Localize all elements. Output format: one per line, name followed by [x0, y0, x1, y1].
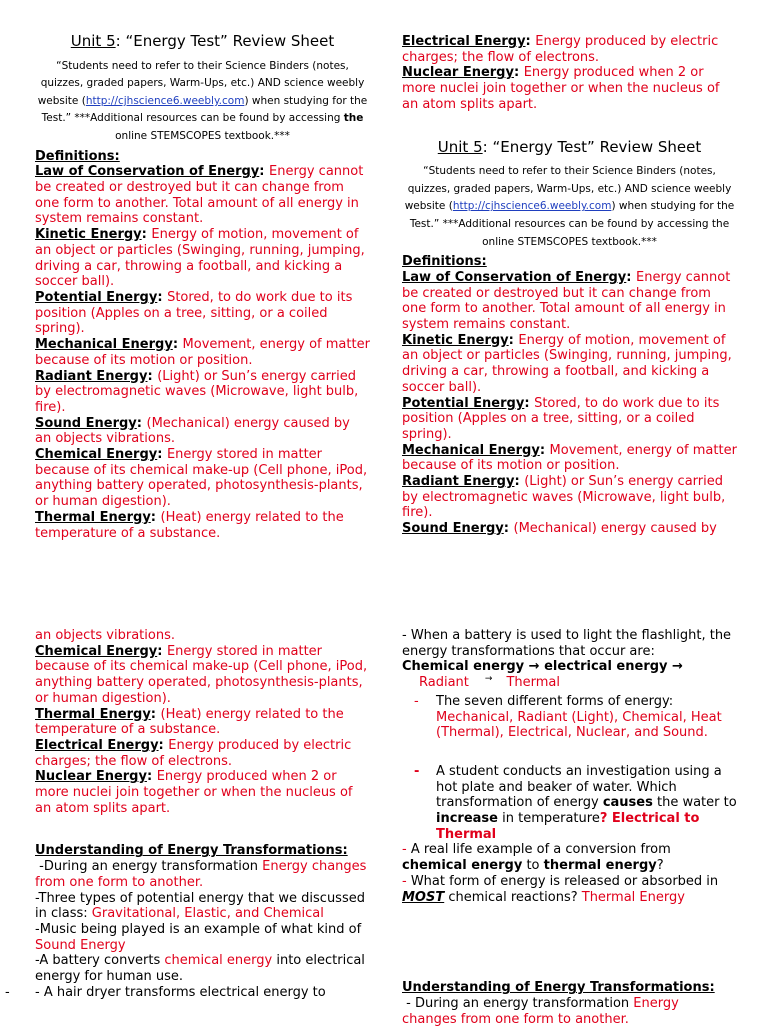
def-nuclear: Nuclear Energy: Energy produced when 2 or more nuclei join together or when the nucleus of an atom splits apart. [35, 769, 353, 816]
def-potential: Potential Energy: Stored, to do work due to its position (Apples on a tree, sitting, or a coiled spring). [35, 290, 353, 337]
def-nuclear-top: Nuclear Energy: Energy produced when 2 or more nuclei join together or when the nucleus of an atom splits apart. [402, 65, 720, 112]
def-mechanical-repeat: Mechanical Energy: Movement, energy of matter because of its motion or position. [402, 442, 737, 474]
def-kinetic-repeat: Kinetic Energy: Energy of motion, movement of an object or particles (Swinging, running, jumping, driving a car, throwing a football, and kicking a soccer ball). [402, 332, 732, 395]
transformation-during-repeat: - During an energy transformation Energy changes from one form to another. [402, 995, 679, 1027]
def-chemical: Chemical Energy: Energy stored in matter because of its chemical make-up (Cell phone, iPod, anything battery operated, photosynthesis-plants, or human digestion). [35, 447, 368, 510]
def-thermal: Thermal Energy: (Heat) energy related to the temperature of a substance. [35, 509, 344, 541]
def-conservation-repeat: Law of Conservation of Energy: Energy cannot be created or destroyed but it can change from one form to another. Total amount of all energy in system remains constant. [402, 269, 731, 332]
flashlight-chain-end: Radiant → Thermal [419, 674, 560, 691]
weebly-link[interactable]: http://cjhscience6.weebly.com [85, 94, 245, 107]
def-thermal-repeat: Thermal Energy: (Heat) energy related to the temperature of a substance. [35, 706, 344, 738]
intro-note-repeat: “Students need to refer to their Science Binders (notes, quizzes, graded papers, Warm-Ups, etc.) AND science weebly website (http://cjhscience6.weebly.com) when studying for the Test.” ***Additional resources can be found by accessing the online STEMSCOPES textbook.*** [404, 165, 735, 248]
flashlight-chain: Chemical energy → electrical energy → [402, 659, 683, 675]
definitions-heading: Definitions: [35, 148, 120, 164]
transformation-three-types: -Three types of potential energy that we discussed in class: Gravitational, Elastic, and Chemical [35, 890, 365, 922]
def-chemical-repeat: Chemical Energy: Energy stored in matter because of its chemical make-up (Cell phone, iPod, anything battery operated, photosynthesis-plants, or human digestion). [35, 643, 368, 706]
def-conservation: Law of Conservation of Energy: Energy cannot be created or destroyed but it can change from one form to another. Total amount of all energy in system remains constant. [35, 164, 364, 227]
transformation-during: -During an energy transformation Energy changes from one form to another. [35, 859, 367, 890]
def-mechanical: Mechanical Energy: Movement, energy of matter because of its motion or position. [35, 337, 370, 368]
seven-forms-item: - The seven different forms of energy: Mechanical, Radiant (Light), Chemical, Heat (Thermal), Electrical, Nuclear, and Sound. [414, 693, 722, 741]
def-electrical: Electrical Energy: Energy produced by electric charges; the flow of electrons. [35, 737, 352, 769]
weebly-link-repeat[interactable]: http://cjhscience6.weebly.com [452, 200, 612, 213]
def-radiant: Radiant Energy: (Light) or Sun’s energy carried by electromagnetic waves (Microwave, light bulb, fire). [35, 368, 359, 415]
definitions-heading-repeat: Definitions: [402, 254, 487, 270]
real-life-question: - A real life example of a conversion from chemical energy to thermal energy? [402, 842, 671, 874]
released-question: - What form of energy is released or absorbed in MOST chemical reactions? Thermal Energy [402, 873, 719, 905]
def-sound-continued: an objects vibrations. [35, 628, 175, 643]
intro-note: “Students need to refer to their Science Binders (notes, quizzes, graded papers, Warm-Ups, etc.) AND science weebly website (http://cjhscience6.weebly.com) when studying for the Test.” ***Additional resources can be found by accessing the online STEMSCOPES textbook.*** [37, 59, 368, 143]
page-title-repeat: Unit 5: “Energy Test” Review Sheet [437, 137, 702, 156]
flashlight-question: - When a battery is used to light the flashlight, the energy transformations that occur are: [402, 628, 732, 659]
transformation-hairdryer: - - A hair dryer transforms electrical energy to [5, 984, 326, 1000]
def-sound: Sound Energy: (Mechanical) energy caused by an objects vibrations. [35, 415, 350, 447]
def-electrical-top: Electrical Energy: Energy produced by electric charges; the flow of electrons. [402, 34, 719, 65]
def-sound-start: Sound Energy: (Mechanical) energy caused by [402, 521, 717, 537]
transformations-heading-repeat: Understanding of Energy Transformations: [402, 980, 715, 996]
transformations-heading: Understanding of Energy Transformations: [35, 843, 348, 859]
hotplate-item: - A student conducts an investigation using a hot plate and beaker of water. Which transformation of energy causes the water to increase in temperature? Electrical to Thermal [414, 763, 737, 842]
def-potential-repeat: Potential Energy: Stored, to do work due to its position (Apples on a tree, sitting, or a coiled spring). [402, 395, 720, 442]
right-top-column [402, 34, 737, 537]
def-kinetic: Kinetic Energy: Energy of motion, movement of an object or particles (Swinging, running, jumping, driving a car, throwing a football, and kicking a soccer ball). [35, 227, 365, 290]
def-radiant-repeat: Radiant Energy: (Light) or Sun’s energy carried by electromagnetic waves (Microwave, light bulb, fire). [402, 474, 726, 521]
transformation-music: -Music being played is an example of what kind of Sound Energy [35, 921, 362, 953]
left-bottom-column [5, 628, 370, 1000]
transformation-battery: -A battery converts chemical energy into electrical energy for human use. [35, 953, 365, 985]
page-title: Unit 5: “Energy Test” Review Sheet [70, 32, 335, 50]
right-bottom-column [402, 628, 737, 1027]
left-top-column [35, 34, 370, 541]
